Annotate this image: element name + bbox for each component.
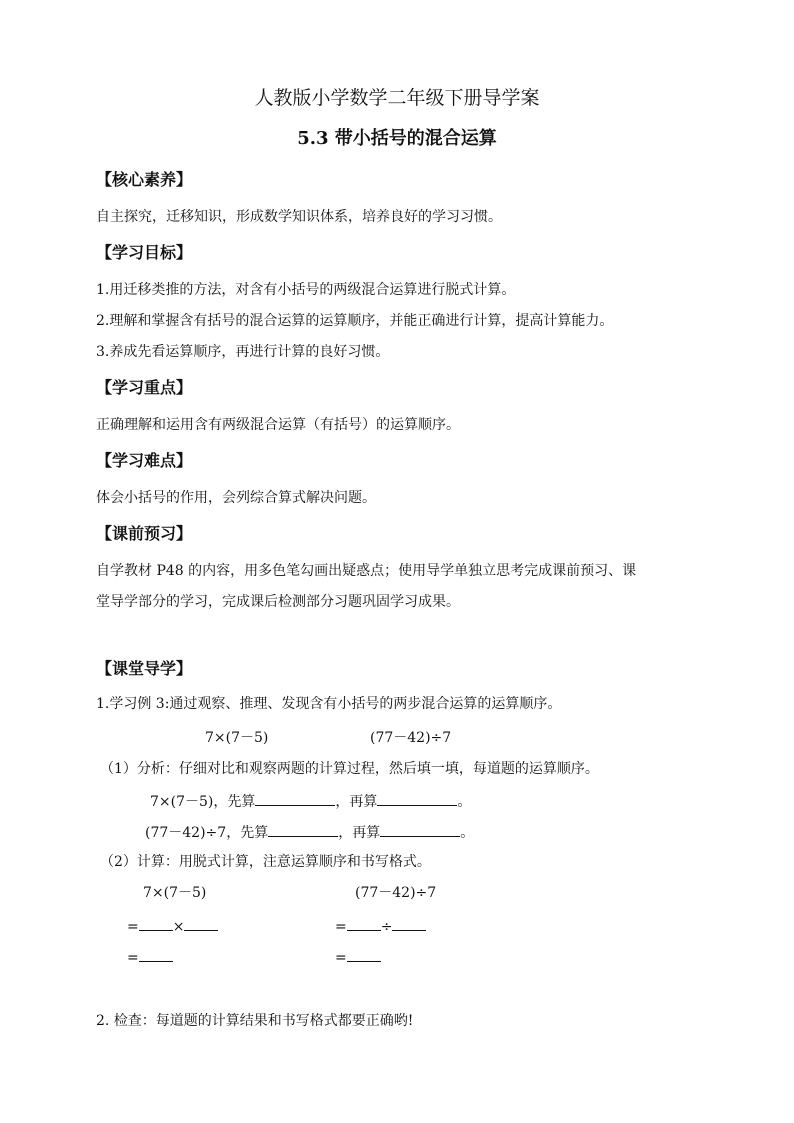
preview-line-1: 自学教材 P48 的内容，用多色笔勾画出疑惑点；使用导学单独立思考完成课前预习、课 <box>96 563 637 579</box>
preview-line-2: 堂导学部分的学习，完成课后检测部分习题巩固学习成果。 <box>96 594 460 610</box>
equals-sign: = <box>127 919 139 935</box>
calc-expression-b: (77－42)÷7 <box>355 885 437 901</box>
analysis-a-first-blank[interactable] <box>255 789 335 806</box>
example-expression-a: 7×(7－5) <box>205 730 269 746</box>
objective-item-1: 1.用迁移类推的方法，对含有小括号的两级混合运算进行脱式计算。 <box>96 282 516 298</box>
equals-sign: = <box>127 950 139 966</box>
key-points-text: 正确理解和运用含有两级混合运算（有括号）的运算顺序。 <box>96 417 460 433</box>
calc-b-result-blank[interactable] <box>347 945 381 962</box>
analysis-line-b <box>145 820 474 844</box>
calc-a-step1-blank-2[interactable] <box>184 914 218 931</box>
classroom-heading: 【课堂导学】 <box>96 659 193 678</box>
times-sign: × <box>172 919 185 935</box>
question-1-text: 1.学习例 3:通过观察、推理、发现含有小括号的两步混合运算的运算顺序。 <box>96 696 562 712</box>
analysis-b-period: 。 <box>460 825 475 841</box>
analysis-b-second-blank[interactable] <box>380 820 460 837</box>
document-title: 人教版小学数学二年级下册导学案 <box>254 87 540 109</box>
calc-prompt: （2）计算：用脱式计算，注意运算顺序和书写格式。 <box>100 854 431 870</box>
core-literacy-text: 自主探究，迁移知识，形成数学知识体系，培养良好的学习习惯。 <box>96 209 502 225</box>
calc-a-step1-blank-1[interactable] <box>139 914 173 931</box>
difficulties-heading: 【学习难点】 <box>96 451 193 470</box>
lesson-title: 5.3 带小括号的混合运算 <box>297 128 497 149</box>
calc-b-step-1 <box>335 914 426 938</box>
objectives-heading: 【学习目标】 <box>96 243 193 262</box>
analysis-b-prefix: (77－42)÷7，先算 <box>145 825 269 841</box>
analysis-line-a <box>150 789 471 813</box>
calc-b-step1-blank-2[interactable] <box>392 914 426 931</box>
objective-item-3: 3.养成先看运算顺序，再进行计算的良好习惯。 <box>96 344 390 360</box>
analysis-b-then: ，再算 <box>338 825 381 841</box>
equals-sign: = <box>335 950 347 966</box>
analysis-prompt: （1）分析：仔细对比和观察两题的计算过程，然后填一填，每道题的运算顺序。 <box>100 761 599 777</box>
analysis-a-second-blank[interactable] <box>377 789 457 806</box>
calc-a-step-1 <box>127 914 218 938</box>
preview-heading: 【课前预习】 <box>96 524 193 543</box>
analysis-a-period: 。 <box>457 794 472 810</box>
core-literacy-heading: 【核心素养】 <box>96 170 193 189</box>
difficulties-text: 体会小括号的作用，会列综合算式解决问题。 <box>96 490 376 506</box>
analysis-a-prefix: 7×(7－5)，先算 <box>150 794 256 810</box>
analysis-a-then: ，再算 <box>335 794 378 810</box>
equals-sign: = <box>335 919 347 935</box>
calc-b-step-2 <box>335 945 381 969</box>
divide-sign: ÷ <box>380 919 393 935</box>
calc-expression-a: 7×(7－5) <box>143 885 207 901</box>
question-2-text: 2. 检查：每道题的计算结果和书写格式都要正确哟! <box>96 1013 414 1029</box>
example-expression-b: (77－42)÷7 <box>370 730 452 746</box>
calc-b-step1-blank-1[interactable] <box>347 914 381 931</box>
analysis-b-first-blank[interactable] <box>268 820 338 837</box>
objective-item-2: 2.理解和掌握含有括号的混合运算的运算顺序，并能正确进行计算，提高计算能力。 <box>96 313 614 329</box>
calc-a-result-blank[interactable] <box>139 945 173 962</box>
key-points-heading: 【学习重点】 <box>96 378 193 397</box>
calc-a-step-2 <box>127 945 173 969</box>
